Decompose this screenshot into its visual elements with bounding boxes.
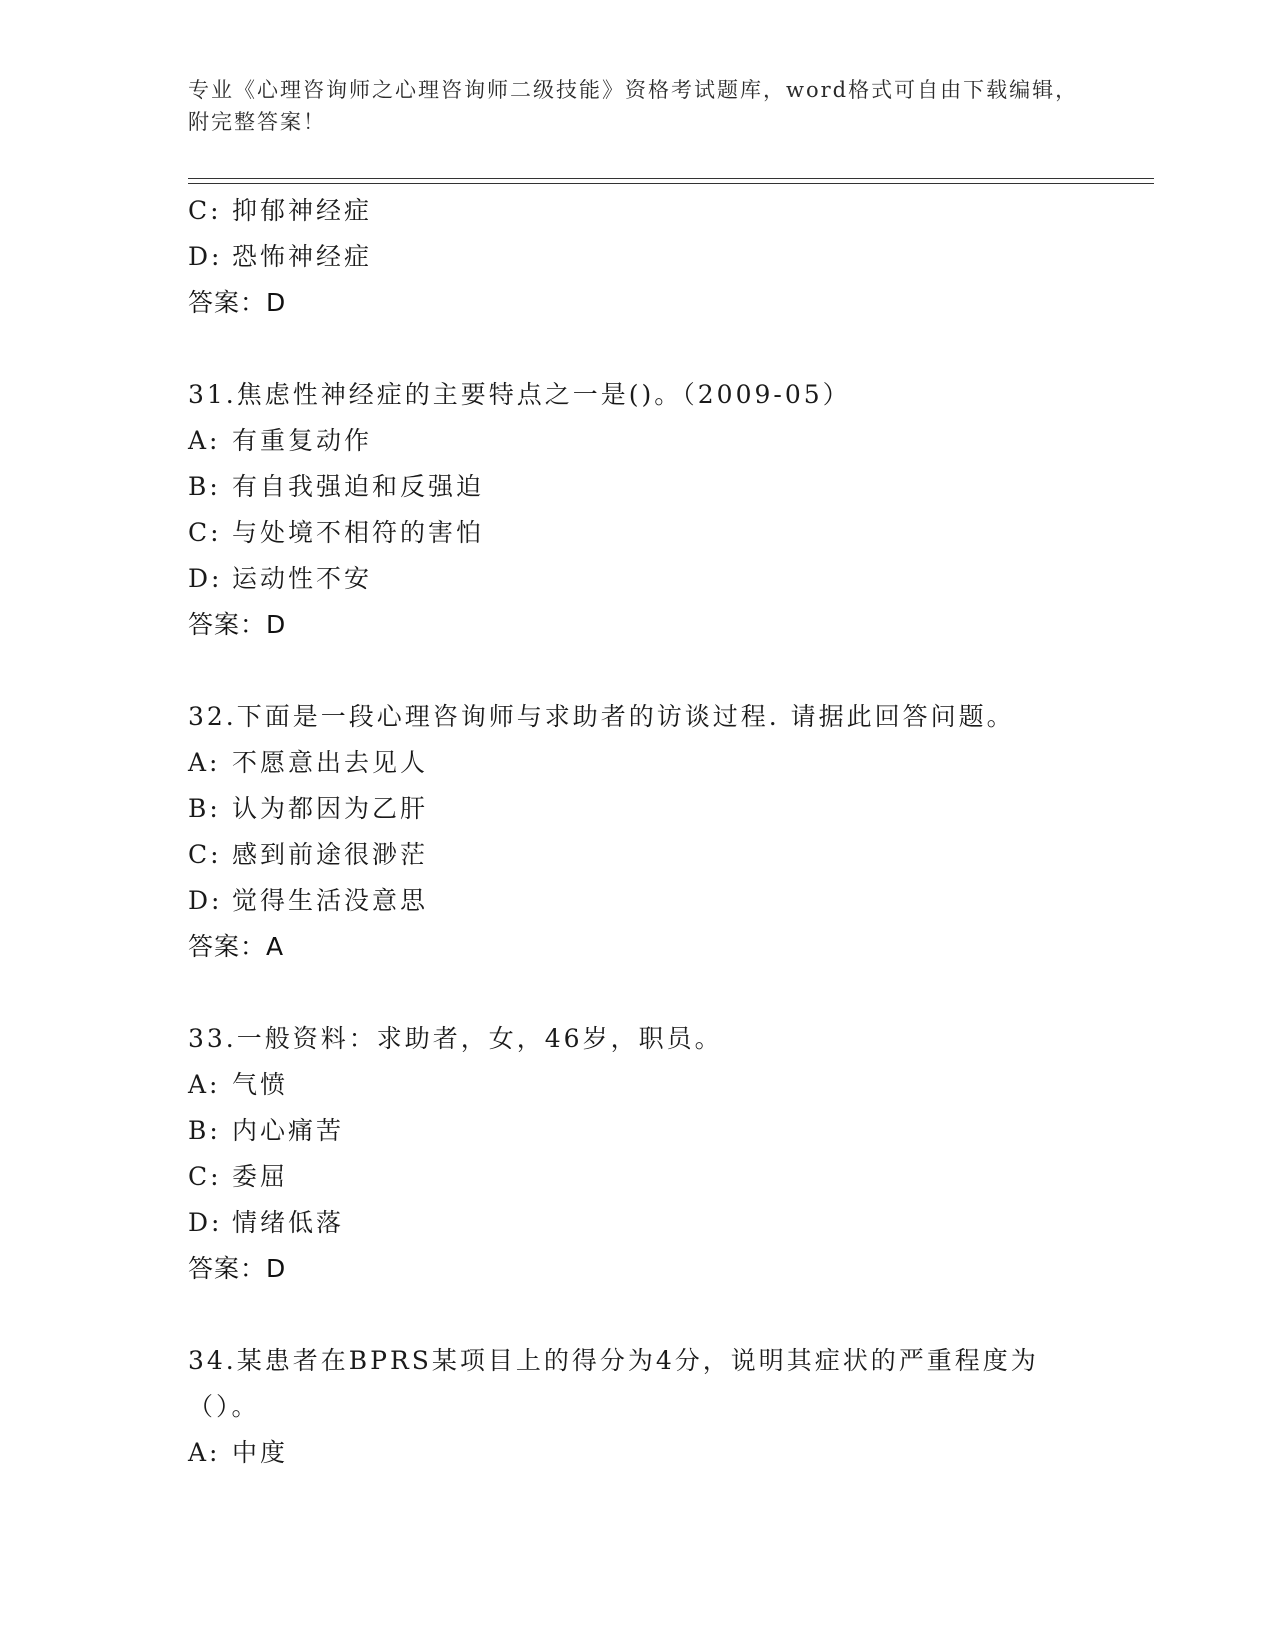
option-text: 运动性不安: [232, 564, 373, 593]
question-stem: 34.某患者在BPRS某项目上的得分为4分，说明其症状的严重程度为（）。: [188, 1346, 1039, 1421]
option-text: 有自我强迫和反强迫: [232, 472, 485, 501]
option-d: [188, 1200, 1088, 1246]
option-a: [188, 1062, 1088, 1108]
spacer: [188, 326, 1088, 372]
option-text: 有重复动作: [232, 426, 373, 455]
header-divider-top: [188, 178, 1154, 179]
option-text: 感到前途很渺茫: [232, 840, 429, 869]
option-label: A:: [188, 1070, 221, 1099]
option-label: D:: [188, 1208, 223, 1237]
option-label: C:: [188, 840, 222, 869]
option-text: 内心痛苦: [232, 1116, 345, 1145]
option-c: [188, 1154, 1088, 1200]
option-label: D:: [188, 242, 223, 271]
spacer: [188, 970, 1088, 1016]
option-c: [188, 510, 1088, 556]
option-label: C:: [188, 1162, 222, 1191]
option-a: [188, 418, 1088, 464]
answer-line: 答案：D: [188, 610, 287, 639]
option-d: [188, 878, 1088, 924]
option-text: 委屈: [232, 1162, 289, 1191]
spacer: [188, 648, 1088, 694]
option-a: [188, 740, 1088, 786]
option-text: 认为都因为乙肝: [232, 794, 429, 823]
spacer: [188, 1292, 1088, 1338]
question-list: [188, 188, 1088, 1476]
option-label: C:: [188, 518, 222, 547]
option-label: A:: [188, 1438, 221, 1467]
option-a: [188, 1430, 1088, 1476]
header-divider-bottom: [188, 183, 1154, 184]
option-label: B:: [188, 472, 221, 501]
option-label: D:: [188, 564, 223, 593]
question-stem: 32.下面是一段心理咨询师与求助者的访谈过程. 请据此回答问题。: [188, 702, 1015, 731]
option-c: [188, 832, 1088, 878]
answer-line: 答案：D: [188, 1254, 287, 1283]
option-d: [188, 234, 1088, 280]
answer-line: 答案：A: [188, 932, 285, 961]
option-text: 恐怖神经症: [232, 242, 373, 271]
option-d: [188, 556, 1088, 602]
option-b: [188, 464, 1088, 510]
option-text: 情绪低落: [232, 1208, 345, 1237]
option-text: 与处境不相符的害怕: [232, 518, 485, 547]
answer-line: 答案：D: [188, 288, 287, 317]
option-text: 气愤: [232, 1070, 289, 1099]
question-stem: 31.焦虑性神经症的主要特点之一是()。（2009-05）: [188, 380, 851, 409]
option-text: 中度: [232, 1438, 289, 1467]
option-text: 抑郁神经症: [232, 196, 373, 225]
option-text: 觉得生活没意思: [232, 886, 429, 915]
option-label: C:: [188, 196, 222, 225]
option-label: D:: [188, 886, 223, 915]
question-stem: 33.一般资料：求助者，女，46岁，职员。: [188, 1024, 723, 1053]
option-c: [188, 188, 1088, 234]
option-label: A:: [188, 748, 221, 777]
option-label: A:: [188, 426, 221, 455]
option-label: B:: [188, 794, 221, 823]
document-header: 专业《心理咨询师之心理咨询师二级技能》资格考试题库，word格式可自由下载编辑，附完整答案！: [188, 78, 1079, 134]
option-label: B:: [188, 1116, 221, 1145]
option-b: [188, 1108, 1088, 1154]
option-b: [188, 786, 1088, 832]
option-text: 不愿意出去见人: [232, 748, 429, 777]
